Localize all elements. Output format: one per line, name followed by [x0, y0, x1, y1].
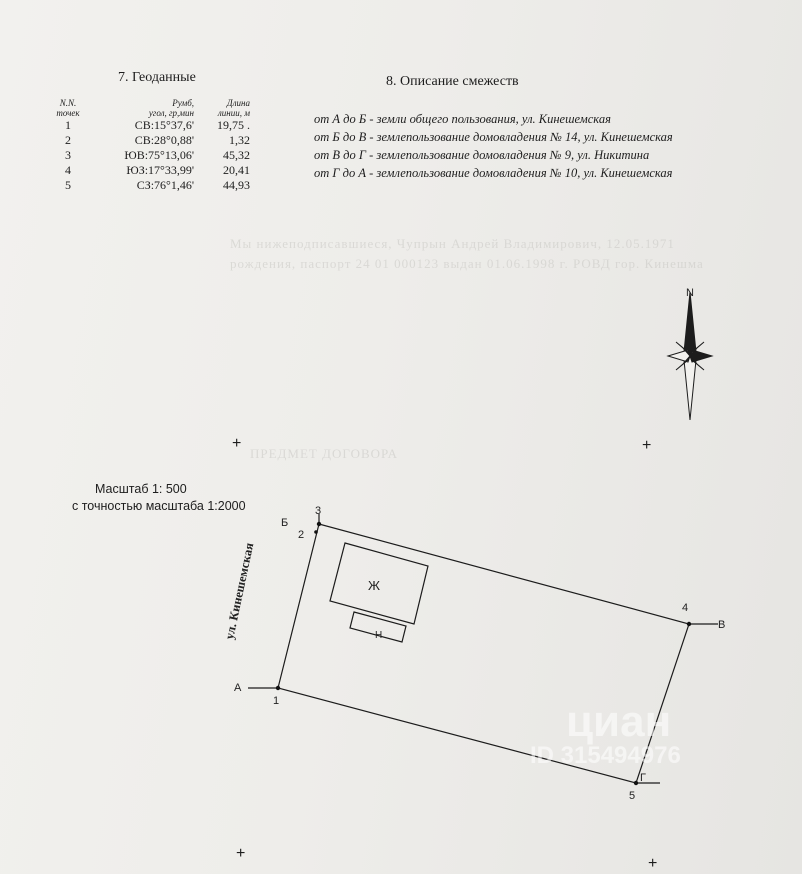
header-bearing: Румб, угол, гр,мин	[148, 98, 194, 118]
list-item: от А до Б - земли общего пользования, ул. Кинешемская	[314, 112, 611, 126]
registration-cross: +	[236, 845, 246, 862]
list-item: от В до Г - землепользование домовладения № 9, ул. Никитина	[314, 148, 650, 162]
geodata-title: 7. Геоданные	[118, 70, 196, 85]
vertex-label-a: А	[234, 682, 242, 694]
header-point: N.N. точек	[56, 98, 80, 118]
registration-cross: +	[642, 437, 652, 454]
point-label-1: 1	[273, 695, 280, 707]
adjacency-title: 8. Описание смежеств	[386, 74, 519, 89]
point-label-3: 3	[315, 505, 322, 517]
vertex-label-b: Б	[281, 517, 289, 529]
bleed-through-text: Мы нижеподписавшиеся, Чупрын Андрей Владимирович, 12.05.1971	[230, 236, 675, 251]
north-arrow-icon	[668, 292, 712, 420]
table-row: 4 ЮЗ:17°33,99' 20,41	[65, 163, 250, 177]
bleed-through-text: ПРЕДМЕТ ДОГОВОРА	[250, 446, 398, 461]
header-length: Длина линии, м	[217, 98, 250, 118]
table-row: 3 ЮВ:75°13,06' 45,32	[65, 148, 250, 162]
point-label-5: 5	[629, 790, 636, 802]
bleed-through-text: рождения, паспорт 24 01 000123 выдан 01.06.1998 г. РОВД гор. Кинешма	[230, 256, 704, 271]
list-item: от Б до В - землепользование домовладения № 14, ул. Кинешемская	[314, 130, 673, 144]
point-label-2: 2	[298, 529, 305, 541]
table-row: 5 СЗ:76°1,46' 44,93	[65, 178, 250, 192]
registration-cross: +	[232, 435, 242, 452]
point-label-4: 4	[682, 602, 689, 614]
list-item: от Г до А - землепользование домовладения № 10, ул. Кинешемская	[314, 166, 673, 180]
vertex-label-g: Г	[640, 772, 646, 784]
house-label: Ж	[368, 578, 381, 593]
vertex-label-v: В	[718, 619, 726, 631]
registration-cross: +	[648, 855, 658, 872]
street-label: ул. Кинешемская	[222, 541, 257, 641]
table-row: 1 СВ:15°37,6' 19,75 .	[65, 118, 250, 132]
table-row: 2 СВ:28°0,88' 1,32	[65, 133, 250, 147]
outbuilding-label: Н	[375, 630, 383, 641]
scale-label: Масштаб 1: 500	[95, 482, 187, 496]
north-arrow-label: N	[686, 287, 694, 299]
scale-accuracy-label: с точностью масштаба 1:2000	[72, 499, 246, 513]
watermark-logo: циан ID 315494976	[530, 697, 681, 769]
